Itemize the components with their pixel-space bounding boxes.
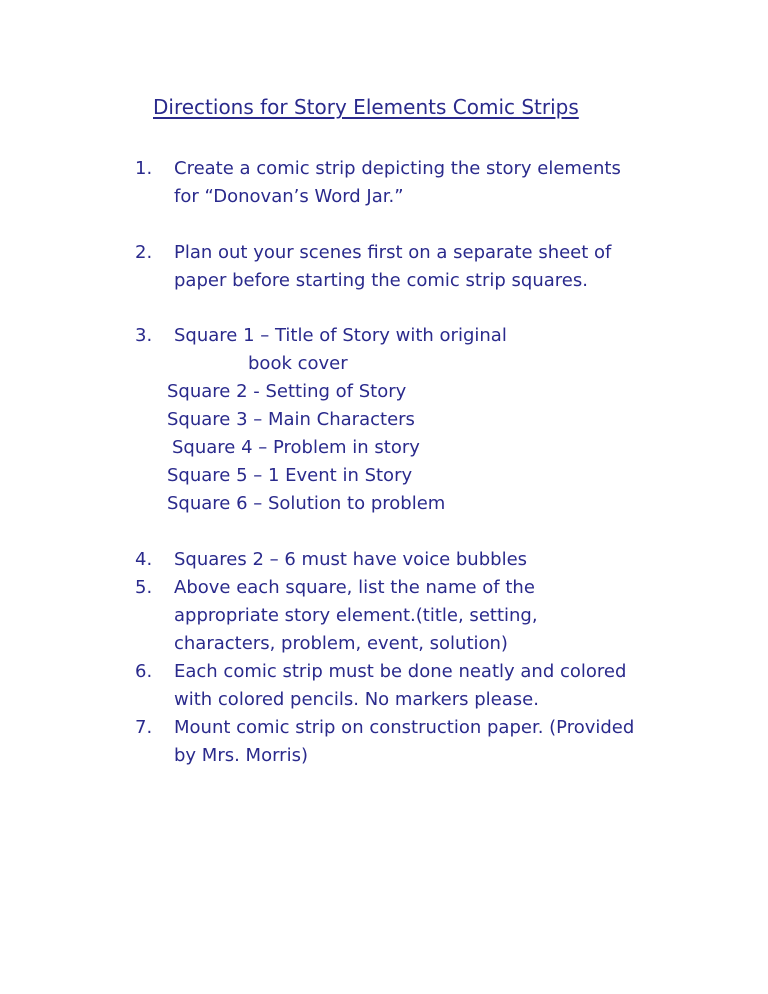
item-number-7: 7. (135, 717, 153, 738)
item-3-line-7: Square 6 – Solution to problem (167, 493, 446, 514)
item-2-line-2: paper before starting the comic strip squares. (174, 270, 588, 291)
item-4-line-1: Squares 2 – 6 must have voice bubbles (174, 549, 528, 570)
item-6-line-1: Each comic strip must be done neatly and colored (174, 661, 627, 682)
item-5-line-2: appropriate story element.(title, setting, (174, 605, 538, 626)
item-3-line-2: book cover (248, 353, 348, 374)
item-3-line-6: Square 5 – 1 Event in Story (167, 465, 413, 486)
item-number-3: 3. (135, 325, 153, 346)
item-number-2: 2. (135, 242, 153, 263)
item-3-line-5: Square 4 – Problem in story (172, 437, 420, 458)
item-3-line-3: Square 2 - Setting of Story (167, 381, 407, 402)
item-5-line-3: characters, problem, event, solution) (174, 633, 508, 654)
item-1-line-2: for “Donovan’s Word Jar.” (174, 186, 404, 207)
item-3-line-1: Square 1 – Title of Story with original (174, 325, 507, 346)
item-number-5: 5. (135, 577, 153, 598)
item-number-6: 6. (135, 661, 153, 682)
item-number-4: 4. (135, 549, 153, 570)
item-5-line-1: Above each square, list the name of the (174, 577, 535, 598)
document-title: Directions for Story Elements Comic Strips (153, 95, 579, 119)
item-3-line-4: Square 3 – Main Characters (167, 409, 415, 430)
item-1-line-1: Create a comic strip depicting the story elements (174, 158, 621, 179)
item-6-line-2: with colored pencils. No markers please. (174, 689, 539, 710)
item-7-line-1: Mount comic strip on construction paper. (Provided (174, 717, 635, 738)
item-7-line-2: by Mrs. Morris) (174, 745, 308, 766)
item-number-1: 1. (135, 158, 153, 179)
item-2-line-1: Plan out your scenes first on a separate sheet of (174, 242, 612, 263)
